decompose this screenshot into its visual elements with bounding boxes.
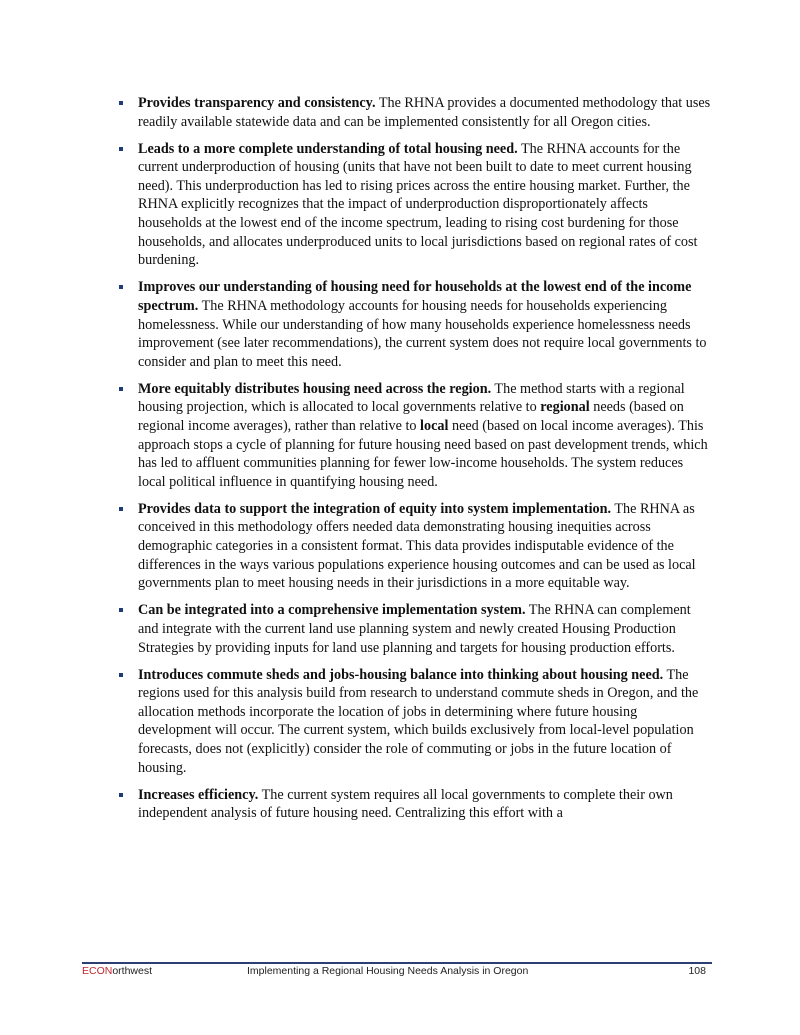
bullet-icon	[119, 793, 123, 797]
item-lead: Increases efficiency.	[138, 786, 259, 803]
page-number: 108	[688, 965, 706, 977]
item-text: The current system requires all local governments to complete their own independent analysis of future housing need. Centralizing this effort with a	[138, 786, 673, 822]
footer-rule	[82, 962, 712, 964]
brand-econ: ECON	[82, 965, 113, 977]
item-lead: Introduces commute sheds and jobs-housing balance into thinking about housing need.	[138, 666, 664, 683]
item-lead: Provides data to support the integration of equity into system implementation.	[138, 500, 612, 517]
list-item	[119, 601, 711, 657]
item-text: The regions used for this analysis build from research to understand commute sheds in Oregon, and the allocation methods incorporate the location of jobs in determining where future housing development will occur. The current system, which builds exclusively from local-level population forecasts, does not (explicitly) consider the role of commuting or jobs in the future location of housing.	[138, 666, 699, 776]
list-item	[119, 94, 711, 131]
list-item	[119, 666, 711, 778]
item-text: The RHNA as conceived in this methodology offers needed data demonstrating housing inequities across demographic categories in a consistent format. This data provides indisputable evidence of the differences in the ways various populations experience housing outcomes and can be used as local governments plan to meet housing needs in their jurisdictions in a more equitable way.	[138, 500, 696, 592]
bullet-icon	[119, 673, 123, 677]
item-lead: Leads to a more complete understanding of total housing need.	[138, 140, 518, 157]
emphasis: regional	[540, 399, 590, 416]
item-text: The method starts with a regional housing projection, which is allocated to local governments relative to	[138, 380, 685, 416]
item-text: The RHNA provides a documented methodology that uses readily available statewide data and can be implemented consistently for all Oregon cities.	[138, 95, 711, 130]
bullet-icon	[119, 387, 123, 391]
item-text: The RHNA accounts for the current underproduction of housing (units that have not been built to date to meet current housing need). This underproduction has led to rising prices across the entire housing market. Further, the RHNA explicitly recognizes that the impact of underproduction disproportionately affects households at the lowest end of the income spectrum, leading to rising cost burdening for those households, and allocates underproduced units to local jurisdictions based on regional rates of cost burdening.	[138, 140, 698, 269]
item-lead: Provides transparency and consistency.	[138, 95, 376, 111]
list-item	[119, 278, 711, 371]
item-lead: More equitably distributes housing need across the region.	[138, 380, 492, 397]
bullet-icon	[119, 285, 123, 289]
bullet-icon	[119, 147, 123, 151]
bullet-list	[119, 94, 711, 831]
list-item	[119, 140, 711, 270]
emphasis: local	[420, 418, 449, 434]
item-text: The RHNA methodology accounts for housing needs for households experiencing homelessness. While our understanding of how many households experience homelessness needs improvement (see later recommendations), the current system does not require local governments to consider and plan to meet this need.	[138, 297, 707, 370]
bullet-icon	[119, 608, 123, 612]
document-title: Implementing a Regional Housing Needs Analysis in Oregon	[247, 965, 529, 977]
item-text: The RHNA can complement and integrate with the current land use planning system and newly created Housing Production Strategies by providing inputs for land use planning and targets for housing production efforts.	[138, 602, 691, 656]
item-lead: Improves our understanding of housing need for households at the lowest end of the income spectrum.	[138, 279, 692, 314]
brand-logo	[82, 965, 152, 977]
item-text: need (based on local income averages). This approach stops a cycle of planning for future housing need based on past development trends, which has led to affluent communities planning for fewer low-income households. The system reduces local political influence in quantifying housing need.	[138, 418, 708, 490]
brand-northwest: orthwest	[112, 965, 153, 977]
list-item	[119, 380, 711, 492]
item-lead: Can be integrated into a comprehensive implementation system.	[138, 602, 526, 619]
list-item	[119, 500, 711, 593]
bullet-icon	[119, 507, 123, 511]
bullet-icon	[119, 101, 123, 105]
list-item	[119, 786, 711, 823]
item-text: needs (based on regional income averages), rather than relative to	[138, 399, 684, 434]
